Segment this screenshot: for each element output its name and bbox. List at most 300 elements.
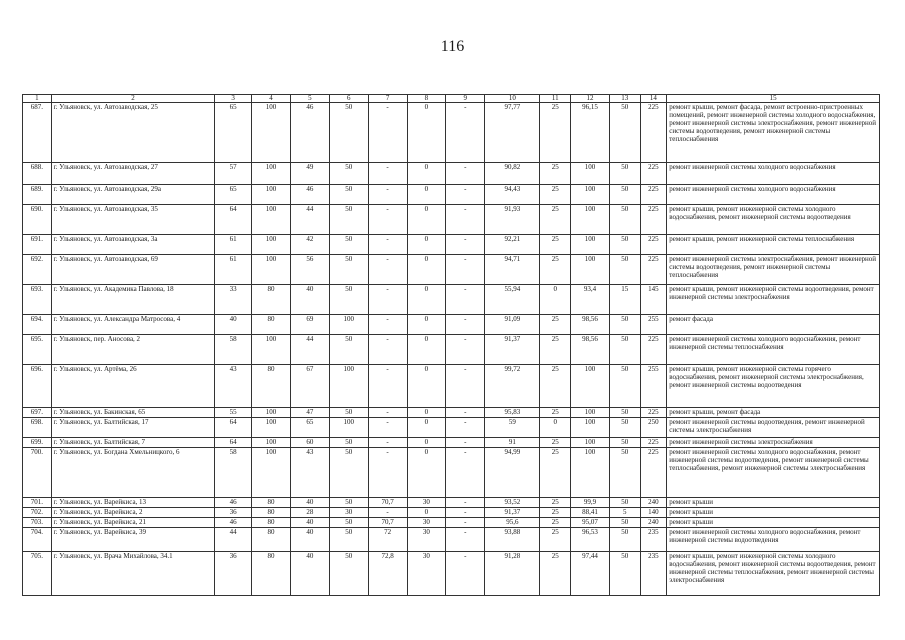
table-cell: 0: [407, 205, 446, 235]
register-table-wrap: [22, 94, 880, 596]
table-cell: 240: [640, 498, 667, 508]
column-number-cell: 9: [446, 95, 485, 103]
table-cell: 100: [329, 315, 368, 335]
table-cell: 93,88: [485, 528, 540, 552]
table-cell: 225: [640, 235, 667, 255]
table-cell: 25: [540, 315, 571, 335]
table-cell: -: [446, 518, 485, 528]
column-number-cell: 7: [368, 95, 407, 103]
table-cell: -: [446, 103, 485, 163]
table-cell: 50: [609, 255, 640, 285]
table-cell: 70,7: [368, 498, 407, 508]
table-cell: 44: [290, 205, 329, 235]
address-cell: г. Ульяновск, ул. Варейкиса, 21: [51, 518, 215, 528]
table-cell: 235: [640, 528, 667, 552]
address-cell: г. Ульяновск, ул. Автозаводская, 69: [51, 255, 215, 285]
table-cell: 46: [290, 185, 329, 205]
table-cell: 100: [252, 235, 291, 255]
table-row: [23, 163, 880, 185]
table-cell: 25: [540, 408, 571, 418]
table-cell: 69: [290, 315, 329, 335]
address-cell: г. Ульяновск, ул. Артёма, 26: [51, 365, 215, 408]
table-cell: 25: [540, 448, 571, 498]
table-cell: 100: [252, 448, 291, 498]
table-cell: 50: [609, 315, 640, 335]
table-cell: 91,37: [485, 508, 540, 518]
works-cell: ремонт крыши, ремонт инженерной системы теплоснабжения: [667, 235, 880, 255]
table-cell: 72: [368, 528, 407, 552]
table-cell: 50: [609, 185, 640, 205]
table-cell: 61: [215, 255, 252, 285]
address-cell: г. Ульяновск, ул. Врача Михайлова, 34.1: [51, 552, 215, 596]
table-row: [23, 408, 880, 418]
table-cell: 0: [407, 508, 446, 518]
table-cell: 64: [215, 418, 252, 438]
works-cell: ремонт крыши, ремонт инженерной системы водоотведения, ремонт инженерной системы электроснабжения: [667, 285, 880, 315]
table-cell: 50: [609, 418, 640, 438]
table-cell: 692.: [23, 255, 52, 285]
table-cell: 70,7: [368, 518, 407, 528]
table-cell: -: [368, 235, 407, 255]
table-cell: 94,71: [485, 255, 540, 285]
table-cell: 50: [609, 235, 640, 255]
address-cell: г. Ульяновск, ул. Варейкиса, 13: [51, 498, 215, 508]
table-cell: 30: [407, 552, 446, 596]
table-cell: -: [446, 255, 485, 285]
table-cell: 100: [571, 448, 610, 498]
table-cell: 701.: [23, 498, 52, 508]
table-cell: 140: [640, 508, 667, 518]
table-cell: 92,21: [485, 235, 540, 255]
table-cell: 100: [571, 365, 610, 408]
table-cell: 50: [609, 498, 640, 508]
table-cell: 36: [215, 552, 252, 596]
works-cell: ремонт инженерной системы холодного водоснабжения: [667, 185, 880, 205]
table-cell: 25: [540, 438, 571, 448]
table-cell: 94,43: [485, 185, 540, 205]
table-cell: 50: [609, 448, 640, 498]
table-cell: 100: [252, 255, 291, 285]
table-cell: -: [446, 448, 485, 498]
table-cell: 225: [640, 438, 667, 448]
table-cell: 67: [290, 365, 329, 408]
table-cell: 91,37: [485, 335, 540, 365]
table-cell: 100: [252, 103, 291, 163]
table-cell: -: [446, 408, 485, 418]
table-cell: 0: [407, 285, 446, 315]
table-cell: 0: [407, 408, 446, 418]
table-cell: -: [368, 508, 407, 518]
table-cell: -: [446, 418, 485, 438]
table-cell: 25: [540, 508, 571, 518]
table-cell: 99,72: [485, 365, 540, 408]
table-cell: 91,28: [485, 552, 540, 596]
table-cell: 40: [290, 552, 329, 596]
table-cell: 50: [329, 518, 368, 528]
table-cell: 0: [540, 418, 571, 438]
table-cell: -: [368, 315, 407, 335]
table-cell: 50: [609, 335, 640, 365]
table-cell: 80: [252, 508, 291, 518]
table-cell: 693.: [23, 285, 52, 315]
table-cell: 694.: [23, 315, 52, 335]
table-cell: 700.: [23, 448, 52, 498]
table-cell: 91,93: [485, 205, 540, 235]
table-cell: 80: [252, 552, 291, 596]
table-row: [23, 315, 880, 335]
table-cell: 50: [609, 438, 640, 448]
table-cell: 94,99: [485, 448, 540, 498]
table-cell: 50: [609, 518, 640, 528]
address-cell: г. Ульяновск, ул. Балтийская, 17: [51, 418, 215, 438]
works-cell: ремонт инженерной системы электроснабжения, ремонт инженерной системы водоотведения, ремонт инженерной системы теплоснабжения: [667, 255, 880, 285]
column-number-cell: 4: [252, 95, 291, 103]
address-cell: г. Ульяновск, ул. Автозаводская, 3а: [51, 235, 215, 255]
table-cell: 687.: [23, 103, 52, 163]
works-cell: ремонт инженерной системы электроснабжения: [667, 438, 880, 448]
table-cell: 25: [540, 498, 571, 508]
table-cell: 698.: [23, 418, 52, 438]
works-cell: ремонт инженерной системы холодного водоснабжения, ремонт инженерной системы теплоснабжения: [667, 335, 880, 365]
column-number-cell: 3: [215, 95, 252, 103]
column-number-cell: 6: [329, 95, 368, 103]
column-number-cell: 2: [51, 95, 215, 103]
table-row: [23, 205, 880, 235]
table-cell: -: [368, 408, 407, 418]
column-number-cell: 10: [485, 95, 540, 103]
table-cell: 0: [407, 365, 446, 408]
table-cell: 255: [640, 365, 667, 408]
table-cell: 40: [290, 285, 329, 315]
table-cell: 91,09: [485, 315, 540, 335]
table-row: [23, 103, 880, 163]
table-cell: 44: [215, 528, 252, 552]
table-cell: 100: [571, 163, 610, 185]
table-cell: 0: [407, 438, 446, 448]
table-cell: 250: [640, 418, 667, 438]
table-cell: -: [368, 103, 407, 163]
table-cell: 100: [252, 335, 291, 365]
table-cell: 60: [290, 438, 329, 448]
table-cell: 25: [540, 185, 571, 205]
table-row: [23, 285, 880, 315]
table-cell: 0: [540, 285, 571, 315]
works-cell: ремонт инженерной системы водоотведения, ремонт инженерной системы электроснабжения: [667, 418, 880, 438]
table-cell: 697.: [23, 408, 52, 418]
table-cell: 95,07: [571, 518, 610, 528]
table-row: [23, 335, 880, 365]
address-cell: г. Ульяновск, ул. Богдана Хмельницкого, 6: [51, 448, 215, 498]
table-cell: 91: [485, 438, 540, 448]
table-cell: 96,15: [571, 103, 610, 163]
table-cell: 50: [609, 163, 640, 185]
table-cell: 691.: [23, 235, 52, 255]
table-cell: 100: [571, 408, 610, 418]
table-cell: -: [368, 205, 407, 235]
table-cell: 65: [290, 418, 329, 438]
column-number-cell: 5: [290, 95, 329, 103]
table-cell: 704.: [23, 528, 52, 552]
address-cell: г. Ульяновск, ул. Автозаводская, 27: [51, 163, 215, 185]
table-cell: 100: [252, 438, 291, 448]
table-row: [23, 185, 880, 205]
table-cell: -: [368, 285, 407, 315]
table-row: [23, 498, 880, 508]
column-number-cell: 11: [540, 95, 571, 103]
table-row: [23, 235, 880, 255]
table-row: [23, 448, 880, 498]
table-row: [23, 528, 880, 552]
table-cell: 49: [290, 163, 329, 185]
address-cell: г. Ульяновск, пер. Аносова, 2: [51, 335, 215, 365]
table-cell: 100: [329, 418, 368, 438]
address-cell: г. Ульяновск, ул. Автозаводская, 35: [51, 205, 215, 235]
table-cell: 50: [329, 552, 368, 596]
column-number-cell: 15: [667, 95, 880, 103]
table-cell: 695.: [23, 335, 52, 365]
table-cell: 50: [329, 408, 368, 418]
table-cell: 55: [215, 408, 252, 418]
table-cell: 93,52: [485, 498, 540, 508]
table-cell: 225: [640, 205, 667, 235]
table-cell: 50: [329, 335, 368, 365]
table-cell: 65: [215, 103, 252, 163]
table-cell: 97,77: [485, 103, 540, 163]
table-cell: 44: [290, 335, 329, 365]
table-cell: 25: [540, 552, 571, 596]
table-cell: 0: [407, 335, 446, 365]
table-cell: 100: [571, 205, 610, 235]
table-cell: 46: [215, 518, 252, 528]
address-cell: г. Ульяновск, ул. Варейкиса, 2: [51, 508, 215, 518]
works-cell: ремонт крыши, ремонт фасада, ремонт встроенно-пристроенных помещений, ремонт инженерной системы холодного водоснабжения, ремонт инженерной системы электроснабжения, ремонт инженерной системы водоотведения, ремонт инженерной системы теплоснабжения: [667, 103, 880, 163]
table-cell: 46: [215, 498, 252, 508]
table-cell: 80: [252, 285, 291, 315]
works-cell: ремонт инженерной системы холодного водоснабжения, ремонт инженерной системы водоотведения: [667, 528, 880, 552]
table-cell: 57: [215, 163, 252, 185]
table-cell: 145: [640, 285, 667, 315]
table-cell: 702.: [23, 508, 52, 518]
table-cell: 99,9: [571, 498, 610, 508]
address-cell: г. Ульяновск, ул. Варейкиса, 39: [51, 528, 215, 552]
table-cell: 50: [609, 205, 640, 235]
table-cell: 25: [540, 335, 571, 365]
table-cell: 25: [540, 528, 571, 552]
table-cell: -: [446, 315, 485, 335]
table-cell: 88,41: [571, 508, 610, 518]
table-cell: 699.: [23, 438, 52, 448]
works-cell: ремонт крыши: [667, 498, 880, 508]
table-cell: 0: [407, 448, 446, 498]
table-cell: 50: [609, 365, 640, 408]
table-cell: 58: [215, 335, 252, 365]
table-cell: -: [446, 185, 485, 205]
table-cell: 25: [540, 205, 571, 235]
table-cell: 240: [640, 518, 667, 528]
table-cell: 0: [407, 163, 446, 185]
address-cell: г. Ульяновск, ул. Балтийская, 7: [51, 438, 215, 448]
table-cell: 0: [407, 103, 446, 163]
table-cell: -: [446, 498, 485, 508]
table-cell: -: [368, 418, 407, 438]
table-cell: 50: [329, 185, 368, 205]
table-cell: 80: [252, 498, 291, 508]
table-cell: 688.: [23, 163, 52, 185]
table-cell: 90,82: [485, 163, 540, 185]
table-cell: 689.: [23, 185, 52, 205]
table-cell: 98,56: [571, 335, 610, 365]
table-cell: 690.: [23, 205, 52, 235]
table-cell: 36: [215, 508, 252, 518]
table-cell: -: [368, 163, 407, 185]
table-cell: 30: [329, 508, 368, 518]
table-cell: 50: [609, 528, 640, 552]
table-cell: 696.: [23, 365, 52, 408]
works-cell: ремонт крыши, ремонт инженерной системы холодного водоснабжения, ремонт инженерной системы водоотведения: [667, 205, 880, 235]
table-cell: 100: [252, 185, 291, 205]
column-number-cell: 8: [407, 95, 446, 103]
table-cell: 100: [571, 418, 610, 438]
column-number-cell: 12: [571, 95, 610, 103]
table-cell: 100: [571, 235, 610, 255]
table-cell: -: [368, 365, 407, 408]
table-cell: 703.: [23, 518, 52, 528]
table-cell: 42: [290, 235, 329, 255]
table-cell: -: [446, 235, 485, 255]
table-cell: -: [368, 448, 407, 498]
table-cell: 72,8: [368, 552, 407, 596]
works-cell: ремонт фасада: [667, 315, 880, 335]
table-cell: 225: [640, 185, 667, 205]
address-cell: г. Ульяновск, ул. Александра Матросова, 4: [51, 315, 215, 335]
table-cell: -: [446, 205, 485, 235]
table-row: [23, 518, 880, 528]
works-cell: ремонт крыши, ремонт инженерной системы холодного водоснабжения, ремонт инженерной системы водоотведения, ремонт инженерной системы теплоснабжения, ремонт инженерной системы электроснабжения: [667, 552, 880, 596]
table-cell: 50: [329, 438, 368, 448]
table-cell: 225: [640, 408, 667, 418]
table-cell: 33: [215, 285, 252, 315]
table-cell: 25: [540, 518, 571, 528]
table-cell: 225: [640, 448, 667, 498]
table-cell: 255: [640, 315, 667, 335]
table-row: [23, 418, 880, 438]
table-cell: 50: [329, 448, 368, 498]
table-cell: 25: [540, 235, 571, 255]
table-cell: 50: [329, 285, 368, 315]
table-cell: -: [446, 285, 485, 315]
table-cell: -: [446, 163, 485, 185]
table-cell: 28: [290, 508, 329, 518]
table-cell: -: [368, 185, 407, 205]
table-cell: 95,6: [485, 518, 540, 528]
table-cell: 30: [407, 528, 446, 552]
address-cell: г. Ульяновск, ул. Академика Павлова, 18: [51, 285, 215, 315]
table-cell: 40: [215, 315, 252, 335]
table-cell: 43: [215, 365, 252, 408]
table-cell: 0: [407, 235, 446, 255]
table-cell: 25: [540, 163, 571, 185]
table-cell: 100: [252, 205, 291, 235]
table-cell: 235: [640, 552, 667, 596]
table-cell: 25: [540, 365, 571, 408]
table-row: [23, 508, 880, 518]
table-cell: -: [446, 438, 485, 448]
table-cell: 61: [215, 235, 252, 255]
table-cell: 0: [407, 185, 446, 205]
table-cell: 40: [290, 518, 329, 528]
table-cell: -: [368, 255, 407, 285]
table-cell: 100: [329, 365, 368, 408]
table-cell: 56: [290, 255, 329, 285]
works-cell: ремонт крыши, ремонт фасада: [667, 408, 880, 418]
table-cell: 58: [215, 448, 252, 498]
table-cell: -: [446, 365, 485, 408]
register-table: [22, 94, 880, 596]
table-cell: 225: [640, 255, 667, 285]
table-row: [23, 365, 880, 408]
table-cell: -: [446, 528, 485, 552]
works-cell: ремонт крыши, ремонт инженерной системы горячего водоснабжения, ремонт инженерной системы электроснабжения, ремонт инженерной системы водоотведения: [667, 365, 880, 408]
table-cell: 100: [571, 438, 610, 448]
table-cell: 96,53: [571, 528, 610, 552]
table-cell: 0: [407, 315, 446, 335]
table-cell: 100: [571, 185, 610, 205]
page-number: 116: [440, 38, 465, 55]
table-cell: 225: [640, 163, 667, 185]
table-cell: 0: [407, 255, 446, 285]
table-cell: 50: [609, 103, 640, 163]
table-cell: 65: [215, 185, 252, 205]
table-body: [23, 95, 880, 596]
table-cell: 46: [290, 103, 329, 163]
table-cell: 100: [252, 408, 291, 418]
table-cell: 55,94: [485, 285, 540, 315]
table-cell: 100: [252, 418, 291, 438]
table-cell: 47: [290, 408, 329, 418]
table-cell: 93,4: [571, 285, 610, 315]
table-cell: 25: [540, 103, 571, 163]
table-cell: -: [446, 335, 485, 365]
table-cell: 50: [609, 408, 640, 418]
table-cell: 98,56: [571, 315, 610, 335]
table-cell: 100: [252, 163, 291, 185]
table-cell: -: [446, 552, 485, 596]
table-cell: 0: [407, 418, 446, 438]
table-cell: 15: [609, 285, 640, 315]
table-cell: 225: [640, 335, 667, 365]
table-cell: 5: [609, 508, 640, 518]
table-cell: 43: [290, 448, 329, 498]
table-cell: 25: [540, 255, 571, 285]
column-number-cell: 1: [23, 95, 52, 103]
table-cell: 40: [290, 498, 329, 508]
table-row: [23, 552, 880, 596]
table-cell: 50: [329, 498, 368, 508]
table-cell: 50: [329, 163, 368, 185]
table-cell: -: [368, 438, 407, 448]
table-cell: 64: [215, 438, 252, 448]
table-cell: 64: [215, 205, 252, 235]
table-cell: 80: [252, 518, 291, 528]
address-cell: г. Ульяновск, ул. Автозаводская, 29а: [51, 185, 215, 205]
table-cell: 705.: [23, 552, 52, 596]
column-number-row: [23, 95, 880, 103]
table-cell: 40: [290, 528, 329, 552]
works-cell: ремонт инженерной системы холодного водоснабжения, ремонт инженерной системы водоотведения, ремонт инженерной системы теплоснабжения, ремонт инженерной системы электроснабжения: [667, 448, 880, 498]
table-cell: 50: [329, 235, 368, 255]
column-number-cell: 14: [640, 95, 667, 103]
table-cell: 50: [609, 552, 640, 596]
